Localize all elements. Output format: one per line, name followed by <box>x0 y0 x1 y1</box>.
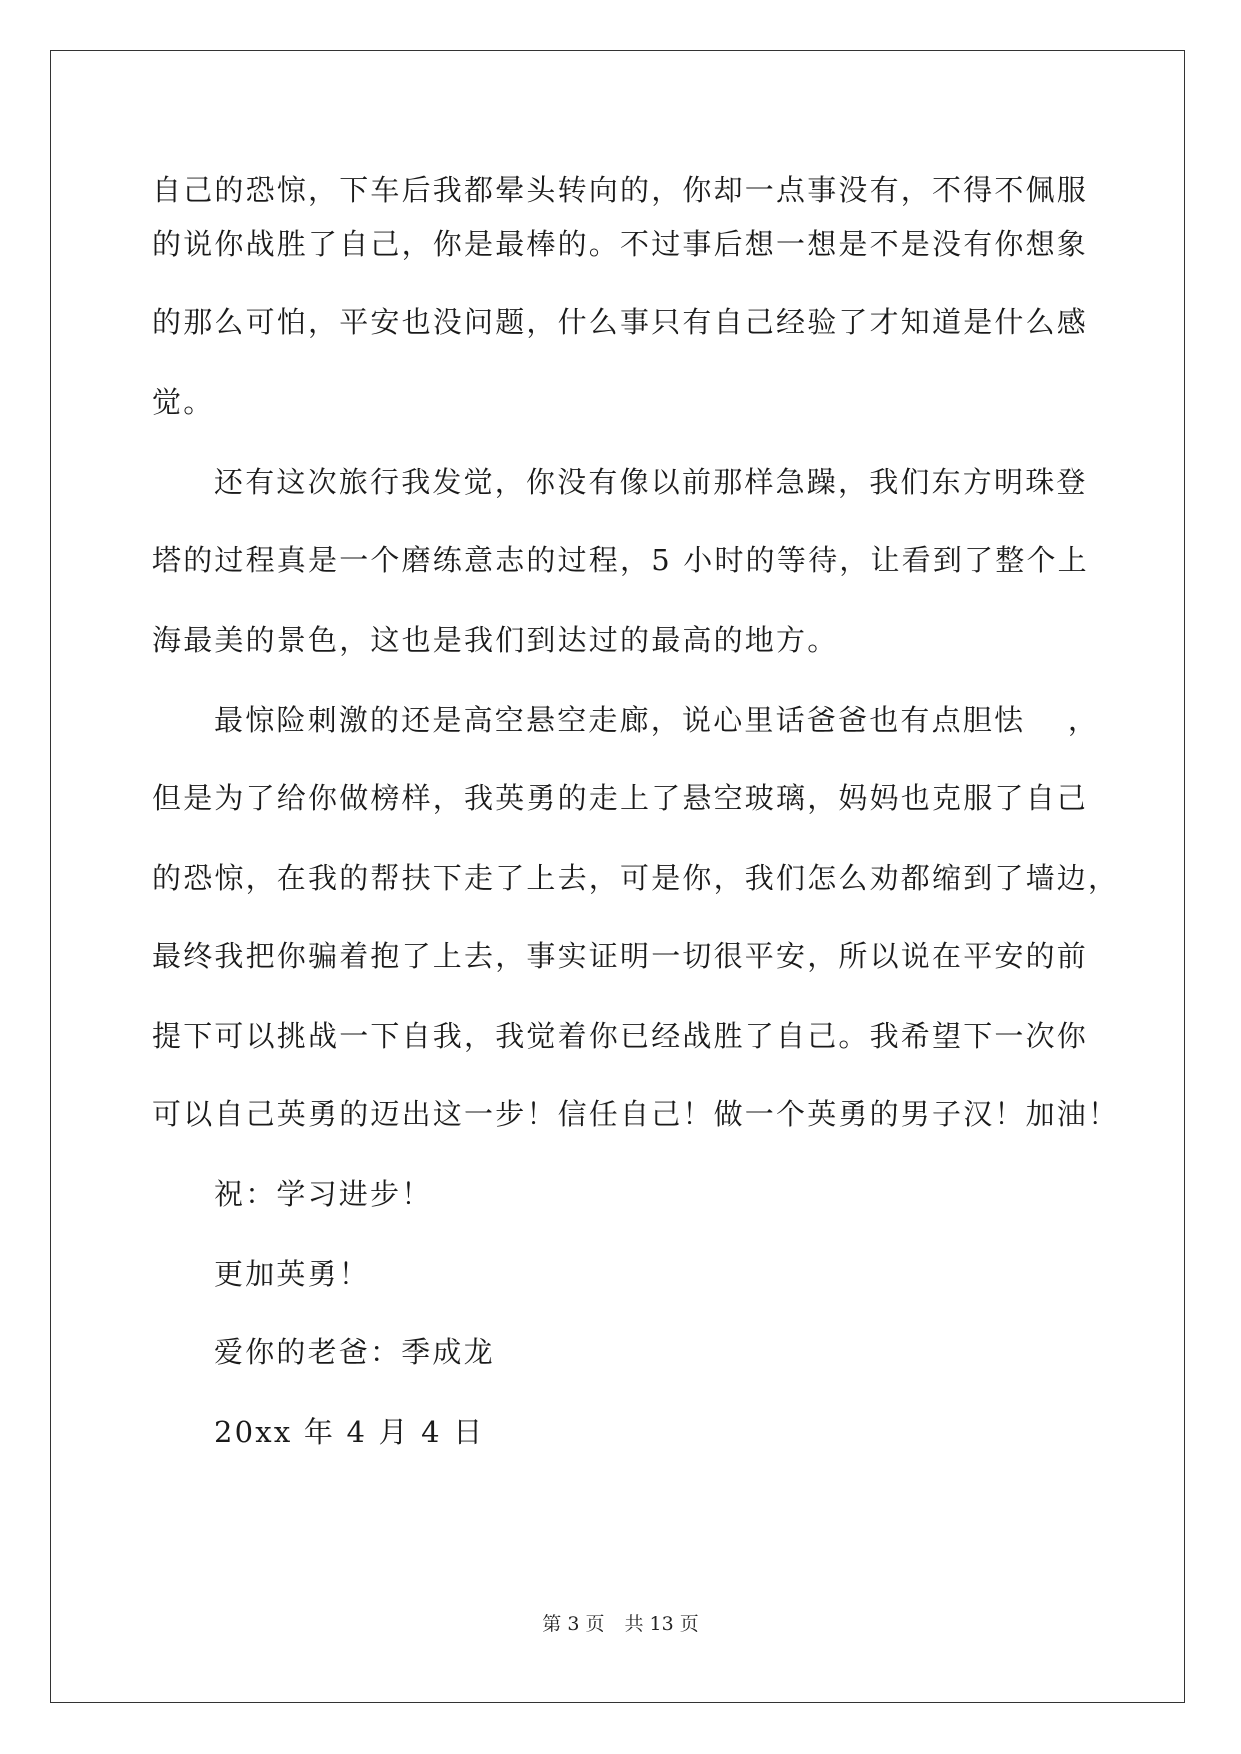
page-footer <box>0 1612 1241 1636</box>
body-line-12: 提下可以挑战一下自我，我觉着你已经战胜了自己。我希望下一次你 <box>152 1019 1089 1053</box>
body-line-13: 可以自己英勇的迈出这一步！信任自己！做一个英勇的男子汉！加油！ <box>152 1097 1120 1131</box>
body-line-9: 但是为了给你做榜样，我英勇的走上了悬空玻璃，妈妈也克服了自己 <box>152 781 1089 815</box>
page-number: 第 3 页 <box>542 1613 605 1635</box>
body-line-8: 最惊险刺激的还是高空悬空走廊，说心里话爸爸也有点胆怯 ， <box>214 703 1100 737</box>
body-line-11: 最终我把你骗着抱了上去，事实证明一切很平安，所以说在平安的前 <box>152 939 1089 973</box>
closing-wish: 祝：学习进步！ <box>214 1177 433 1211</box>
signature: 爱你的老爸：季成龙 <box>214 1335 495 1369</box>
page-total: 共 13 页 <box>624 1613 699 1635</box>
body-line-3: 的那么可怕，平安也没问题，什么事只有自己经验了才知道是什么感 <box>152 305 1089 339</box>
closing-wish-2: 更加英勇！ <box>214 1257 371 1291</box>
body-line-10: 的恐惊，在我的帮扶下走了上去，可是你，我们怎么劝都缩到了墙边， <box>152 861 1120 895</box>
body-line-2: 的说你战胜了自己，你是最棒的。不过事后想一想是不是没有你想象 <box>152 227 1089 261</box>
body-line-1: 自己的恐惊，下车后我都晕头转向的，你却一点事没有，不得不佩服 <box>152 173 1089 207</box>
body-line-5: 还有这次旅行我发觉，你没有像以前那样急躁，我们东方明珠登 <box>214 465 1088 499</box>
body-line-4: 觉。 <box>152 385 215 419</box>
body-line-7: 海最美的景色，这也是我们到达过的最高的地方。 <box>152 623 839 657</box>
body-line-6: 塔的过程真是一个磨练意志的过程，5 小时的等待，让看到了整个上 <box>152 543 1089 577</box>
letter-date: 20xx 年 4 月 4 日 <box>214 1415 485 1449</box>
